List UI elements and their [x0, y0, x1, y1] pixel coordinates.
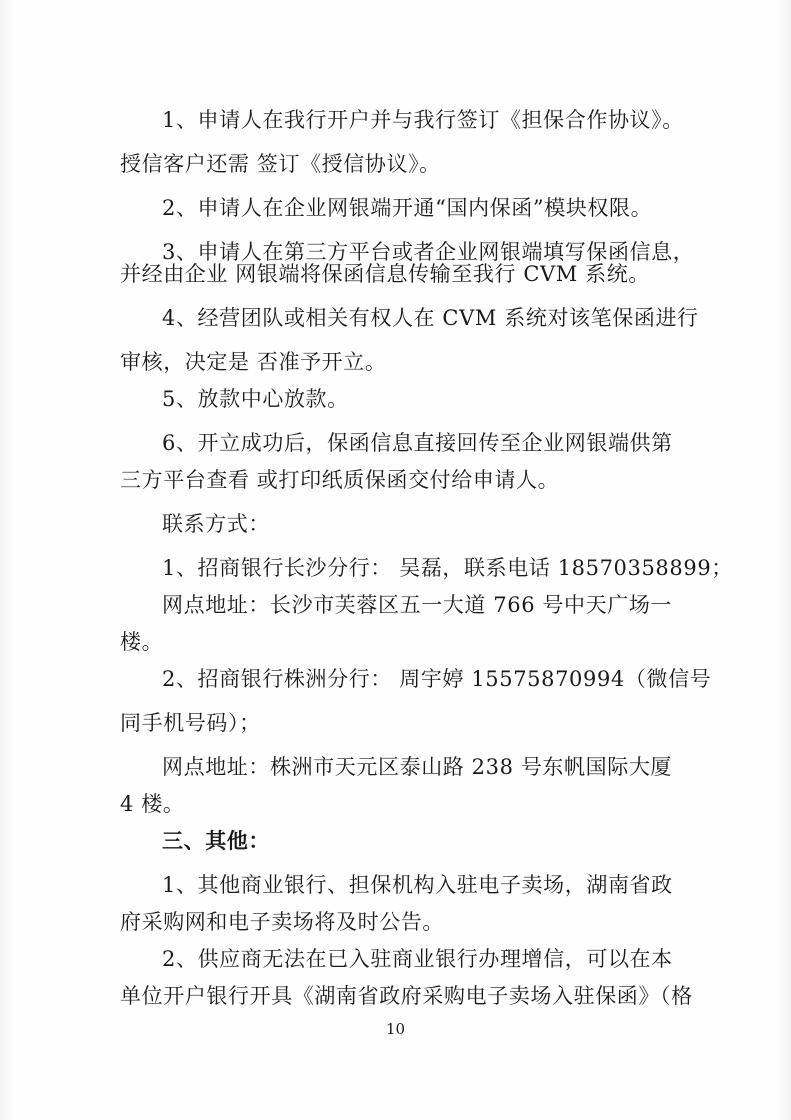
- address-changsha-line-2: 楼。: [120, 630, 164, 654]
- step-3-line-2: 并经由企业 网银端将保函信息传输至我行 CVM 系统。: [120, 262, 650, 286]
- address-zhuzhou-line-1: 网点地址：株洲市天元区泰山路 238 号东帆国际大厦: [162, 755, 673, 779]
- other-2-line-1: 2、供应商无法在已入驻商业银行办理增信，可以在本: [162, 947, 673, 971]
- contact-heading: 联系方式：: [162, 512, 270, 536]
- step-5-line: 5、放款中心放款。: [162, 387, 349, 411]
- other-2-line-2: 单位开户银行开具《湖南省政府采购电子卖场入驻保函》（格: [120, 984, 693, 1008]
- other-1-line-1: 1、其他商业银行、担保机构入驻电子卖场，湖南省政: [162, 873, 673, 897]
- step-4-line-2: 审核，决定是 否准予开立。: [120, 350, 387, 374]
- address-changsha-line-1: 网点地址：长沙市芙蓉区五一大道 766 号中天广场一: [162, 593, 673, 617]
- step-1-line-2: 授信客户还需 签订《授信协议》。: [120, 152, 441, 176]
- step-3-line-1: 3、申请人在第三方平台或者企业网银端填写保函信息，: [162, 240, 695, 264]
- step-2-line: 2、申请人在企业网银端开通“国内保函”模块权限。: [162, 196, 653, 220]
- step-1-line-1: 1、申请人在我行开户并与我行签订《担保合作协议》。: [162, 108, 684, 132]
- step-6-line-1: 6、开立成功后，保函信息直接回传至企业网银端供第: [162, 431, 673, 455]
- step-4-line-1: 4、经营团队或相关有权人在 CVM 系统对该笔保函进行: [162, 306, 699, 330]
- contact-changsha: 1、招商银行长沙分行： 吴磊，联系电话 18570358899；: [162, 556, 733, 580]
- section-three-heading: 三、其他：: [162, 828, 270, 853]
- contact-zhuzhou-line-2: 同手机号码）；: [120, 711, 261, 735]
- address-zhuzhou-line-2: 4 楼。: [120, 792, 185, 816]
- other-1-line-2: 府采购网和电子卖场将及时公告。: [120, 910, 444, 934]
- page-number: 10: [385, 1020, 406, 1038]
- step-6-line-2: 三方平台查看 或打印纸质保函交付给申请人。: [120, 468, 560, 492]
- contact-zhuzhou-line-1: 2、招商银行株洲分行： 周宇婷 15575870994（微信号: [162, 667, 712, 691]
